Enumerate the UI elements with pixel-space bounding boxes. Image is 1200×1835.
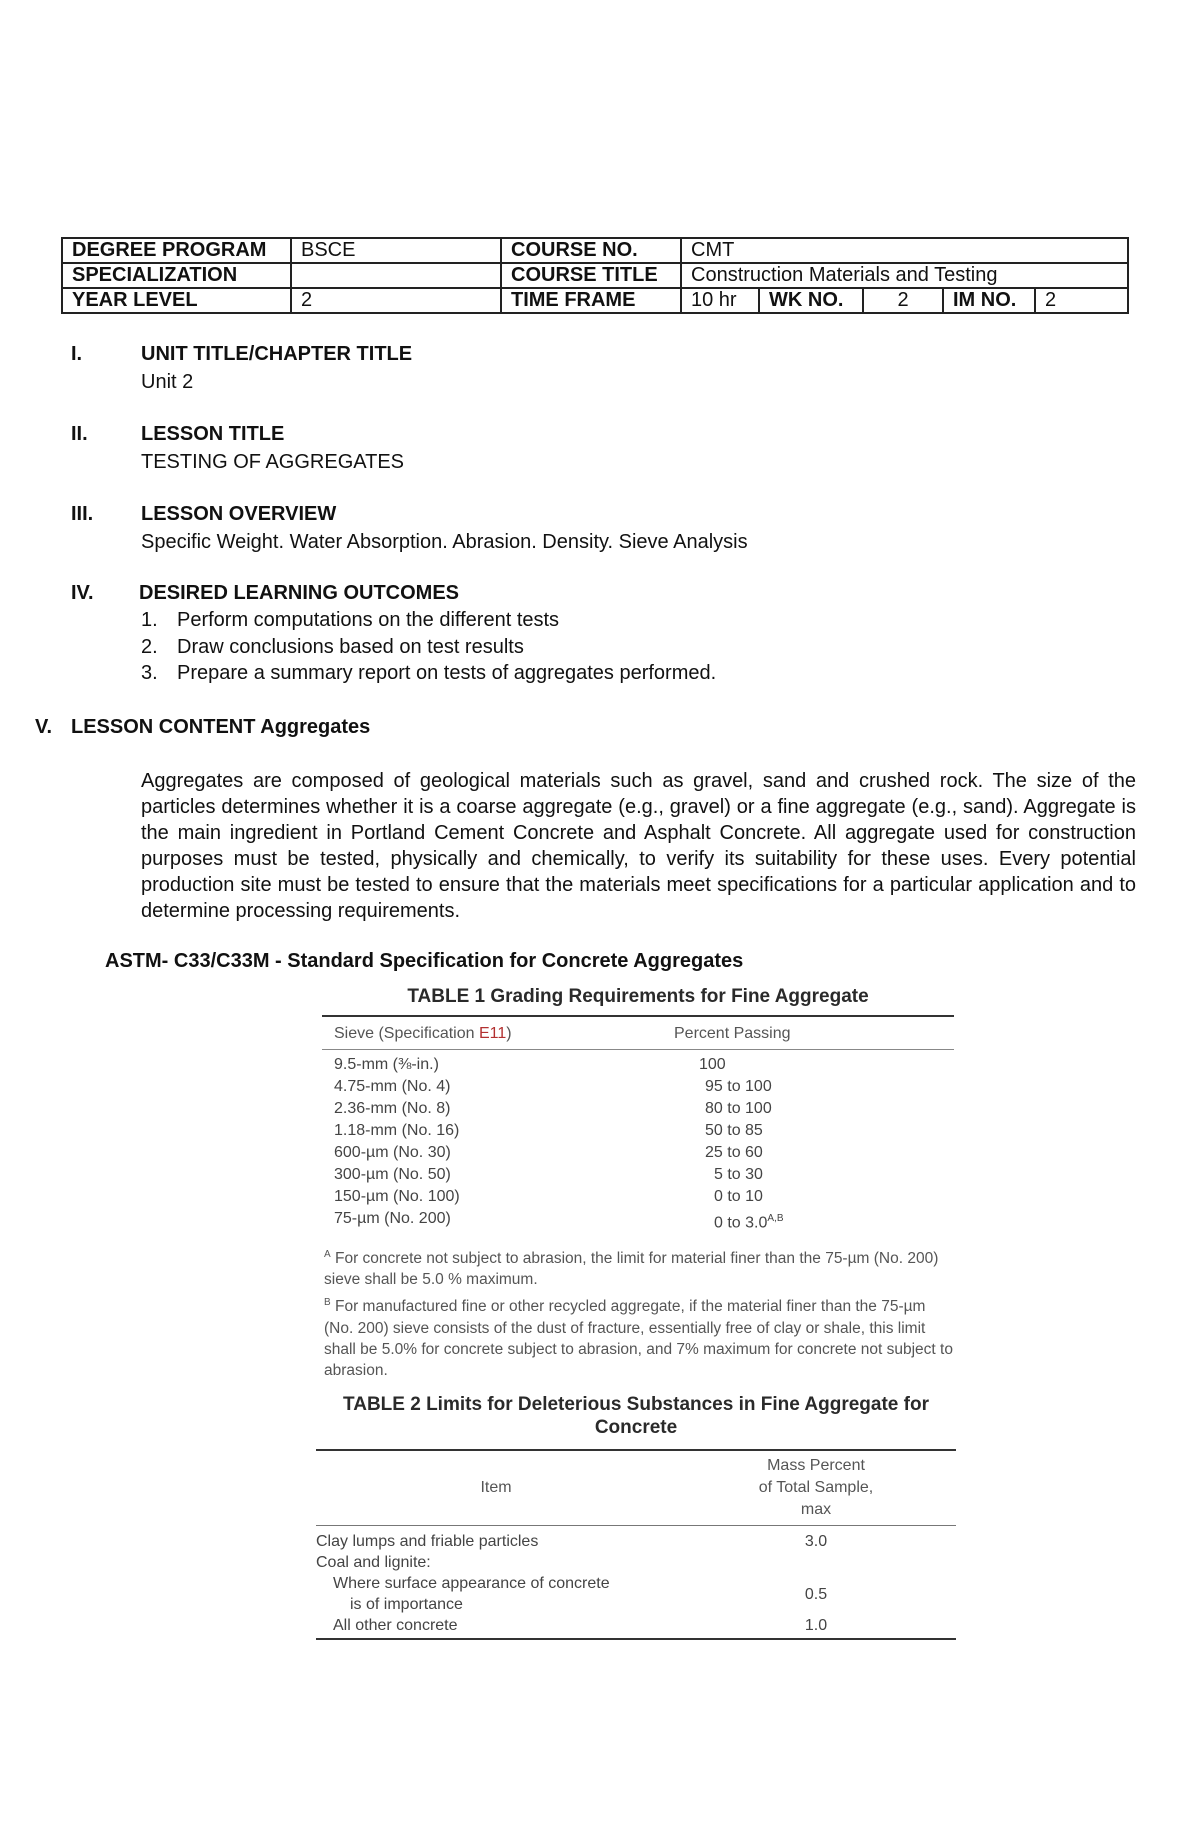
header-line: Mass Percent <box>767 1457 865 1474</box>
degree-program-value: BSCE <box>291 238 501 263</box>
table-row <box>322 1142 954 1164</box>
header-text: Sieve (Specification <box>334 1025 479 1042</box>
wk-no-value: 2 <box>863 288 943 313</box>
section-number: V. <box>35 716 53 738</box>
table-row <box>322 1076 954 1098</box>
percent-cell: 5 to 30 <box>714 1166 763 1183</box>
table-row <box>316 1615 956 1636</box>
footnote-b <box>322 1292 954 1380</box>
value-cell <box>676 1552 956 1573</box>
deleterious-substances-table <box>316 1393 956 1640</box>
footnote-marker: A,B <box>767 1213 784 1224</box>
item-cell <box>316 1573 676 1615</box>
percent-cell: 95 to 100 <box>705 1078 772 1095</box>
course-no-label: COURSE NO. <box>501 238 681 263</box>
percent-cell: 80 to 100 <box>705 1100 772 1117</box>
section-heading: LESSON TITLE <box>141 423 285 445</box>
footnote-text: For manufactured fine or other recycled aggregate, if the material finer than the 75-µm (No. 200) sieve consists of the dust of fracture, essentially free of clay or shale, this limit shall be 5.0% for concrete subject to abrasion, and 7% maximum for concrete not subject to abrasion. <box>324 1298 953 1379</box>
section-lesson-overview <box>0 501 1200 561</box>
time-frame-label: TIME FRAME <box>501 288 681 313</box>
table-body <box>316 1526 956 1636</box>
section-heading: UNIT TITLE/CHAPTER TITLE <box>141 343 413 365</box>
caption-line: Concrete <box>594 1417 678 1438</box>
list-text: Prepare a summary report on tests of aggregates performed. <box>177 662 717 684</box>
sieve-column-header <box>334 1025 674 1043</box>
item-cell: All other concrete <box>333 1617 458 1634</box>
section-lesson-content <box>0 714 1200 744</box>
wk-no-label: WK NO. <box>759 288 863 313</box>
aggregates-paragraph: Aggregates are composed of geological materials such as gravel, sand and crushed rock. The size of the particles determines whether it is a coarse aggregate (e.g., gravel) or a fine aggregate (e.g., sand). Aggregate is the main ingredient in Portland Cement Concrete and Asphalt Concrete. All aggregate used for construction purposes must be tested, physically and chemically, to verify its suitability for these uses. Every potential production site must be tested to ensure that the materials meet specifications for a particular application and to determine processing requirements. <box>141 770 1136 922</box>
item-cell: Coal and lignite: <box>316 1554 431 1571</box>
percent-value: 0 to 3.0 <box>714 1214 768 1232</box>
percent-cell: 50 to 85 <box>705 1122 763 1139</box>
section-body: TESTING OF AGGREGATES <box>141 451 404 473</box>
year-level-value: 2 <box>291 288 501 313</box>
section-body: Specific Weight. Water Absorption. Abrasion. Density. Sieve Analysis <box>141 531 748 553</box>
item-cell: Clay lumps and friable particles <box>316 1533 539 1550</box>
time-frame-value: 10 hr <box>681 288 759 313</box>
course-info-table <box>61 237 1129 314</box>
astm-heading: ASTM- C33/C33M - Standard Specification for Concrete Aggregates <box>105 950 744 972</box>
percent-cell: 100 <box>699 1056 726 1073</box>
table-caption: TABLE 1 Grading Requirements for Fine Aggregate <box>407 986 869 1007</box>
table-row <box>322 1208 954 1234</box>
specialization-value <box>291 263 501 288</box>
header-text: ) <box>506 1025 512 1042</box>
table-bottom-rule <box>316 1638 956 1640</box>
sieve-cell: 2.36-mm (No. 8) <box>334 1100 451 1117</box>
section-number: II. <box>71 423 88 445</box>
value-cell: 1.0 <box>804 1617 828 1634</box>
section-number: IV. <box>71 582 94 604</box>
percent-cell <box>699 1208 784 1234</box>
section-body: Unit 2 <box>141 371 194 393</box>
im-no-label: IM NO. <box>943 288 1035 313</box>
list-number: 2. <box>141 635 158 658</box>
specialization-label: SPECIALIZATION <box>62 263 291 288</box>
learning-outcomes-list <box>141 607 716 687</box>
table-caption <box>316 1393 956 1439</box>
item-column-header: Item <box>480 1479 512 1496</box>
year-level-label: YEAR LEVEL <box>62 288 291 313</box>
sieve-cell: 75-µm (No. 200) <box>334 1210 451 1227</box>
list-item <box>141 607 716 634</box>
sieve-cell: 600-µm (No. 30) <box>334 1144 451 1161</box>
item-line: Where surface appearance of concrete <box>333 1575 610 1592</box>
sieve-cell: 9.5-mm (⅜-in.) <box>334 1056 439 1073</box>
degree-program-label: DEGREE PROGRAM <box>62 238 291 263</box>
header-line: max <box>800 1501 832 1518</box>
value-cell: 3.0 <box>804 1533 828 1550</box>
table-header-row <box>316 1451 956 1525</box>
list-number: 3. <box>141 662 158 684</box>
mass-percent-column-header <box>676 1455 956 1521</box>
table-row <box>322 1164 954 1186</box>
percent-cell: 25 to 60 <box>705 1144 763 1161</box>
grading-requirements-table <box>322 985 954 1381</box>
section-number: I. <box>71 343 83 365</box>
im-no-value: 2 <box>1035 288 1128 313</box>
list-item <box>141 660 716 687</box>
table-row <box>316 1531 956 1552</box>
course-title-label: COURSE TITLE <box>501 263 681 288</box>
footnote-marker: A <box>324 1249 331 1261</box>
list-item <box>141 634 716 661</box>
list-number: 1. <box>141 609 158 631</box>
table-row <box>316 1573 956 1615</box>
section-heading: LESSON OVERVIEW <box>141 503 337 525</box>
list-text: Draw conclusions based on test results <box>177 635 524 658</box>
sieve-cell: 1.18-mm (No. 16) <box>334 1122 460 1139</box>
section-heading: LESSON CONTENT Aggregates <box>71 716 371 738</box>
table-row <box>322 1054 954 1076</box>
header-line: of Total Sample, <box>758 1479 874 1496</box>
footnote-a <box>322 1244 954 1290</box>
caption-line: TABLE 2 Limits for Deleterious Substances in Fine Aggregate for <box>343 1394 929 1415</box>
table-body <box>322 1050 954 1234</box>
percent-cell: 0 to 10 <box>714 1188 763 1205</box>
footnote-text: For concrete not subject to abrasion, the limit for material finer than the 75-µm (No. 200) sieve shall be 5.0 % maximum. <box>324 1250 939 1289</box>
section-heading: DESIRED LEARNING OUTCOMES <box>139 582 460 604</box>
section-learning-outcomes <box>0 580 1200 610</box>
sieve-cell: 300-µm (No. 50) <box>334 1166 451 1183</box>
percent-column-header: Percent Passing <box>674 1025 791 1042</box>
footnote-marker: B <box>324 1297 331 1309</box>
table-row <box>322 1120 954 1142</box>
sieve-cell: 150-µm (No. 100) <box>334 1188 460 1205</box>
section-unit-title <box>0 341 1200 401</box>
item-line: is of importance <box>350 1596 463 1613</box>
value-cell: 0.5 <box>804 1585 828 1603</box>
sieve-cell: 4.75-mm (No. 4) <box>334 1078 451 1095</box>
course-title-value: Construction Materials and Testing <box>681 263 1128 288</box>
table-row <box>322 1186 954 1208</box>
table-header-row <box>322 1017 954 1049</box>
course-no-value: CMT <box>681 238 1128 263</box>
spec-reference-link[interactable]: E11 <box>478 1025 507 1042</box>
table-row <box>322 1098 954 1120</box>
table-row <box>316 1552 956 1573</box>
section-number: III. <box>71 503 94 525</box>
section-lesson-title <box>0 421 1200 481</box>
list-text: Perform computations on the different tests <box>177 609 560 631</box>
